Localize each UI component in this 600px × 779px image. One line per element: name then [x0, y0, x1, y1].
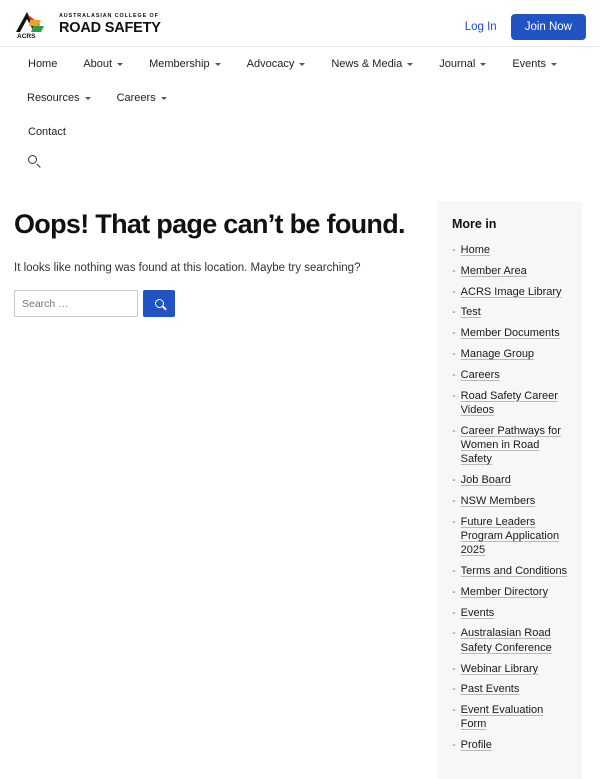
svg-text:ACRS: ACRS: [17, 33, 36, 40]
sidebar-item-past-events[interactable]: Past Events: [460, 683, 520, 696]
bullet-dash-icon: -: [452, 606, 456, 619]
bullet-dash-icon: -: [452, 244, 456, 256]
nav-item-about[interactable]: [70, 47, 136, 81]
list-item: [452, 243, 568, 257]
sidebar-item-test[interactable]: Test: [460, 306, 481, 319]
nav-item-resources[interactable]: [14, 81, 104, 115]
list-item: [452, 305, 568, 319]
nav-label: Home: [28, 58, 58, 70]
logo-line-2: ROAD SAFETY: [59, 19, 161, 36]
chevron-down-icon: [161, 97, 167, 100]
nav-item-events[interactable]: [499, 47, 570, 81]
sidebar-item-profile[interactable]: Profile: [460, 739, 492, 752]
sidebar-item-future-leaders-program[interactable]: Future Leaders Program Application 2025: [460, 515, 560, 557]
sidebar-item-member-documents[interactable]: Member Documents: [460, 327, 560, 340]
list-item: [452, 347, 568, 361]
bullet-dash-icon: -: [452, 494, 456, 507]
join-now-button[interactable]: Join Now: [511, 14, 586, 40]
sidebar-item-nsw-members[interactable]: NSW Members: [460, 494, 536, 507]
bullet-dash-icon: -: [452, 474, 456, 487]
chevron-down-icon: [117, 63, 123, 66]
sidebar-item-home[interactable]: Home: [460, 244, 491, 256]
nav-item-home[interactable]: [14, 47, 70, 81]
bullet-dash-icon: -: [452, 565, 456, 578]
bullet-dash-icon: -: [452, 306, 456, 319]
sidebar-item-job-board[interactable]: Job Board: [460, 474, 511, 487]
bullet-dash-icon: -: [452, 368, 456, 381]
main-column: [14, 187, 414, 317]
nav-item-membership[interactable]: [136, 47, 234, 81]
nav-label: Journal: [439, 58, 476, 70]
nav-row-secondary: [14, 115, 586, 149]
chevron-down-icon: [480, 63, 486, 66]
search-form: [14, 290, 414, 317]
sidebar-item-career-pathways-for-women[interactable]: Career Pathways for Women in Road Safety: [460, 424, 561, 466]
sidebar-item-manage-group[interactable]: Manage Group: [460, 347, 535, 360]
sidebar-item-acrs-image-library[interactable]: ACRS Image Library: [460, 285, 562, 298]
chevron-down-icon: [551, 63, 557, 66]
chevron-down-icon: [407, 63, 413, 66]
nav-search-row: [14, 149, 586, 187]
search-submit-button[interactable]: [143, 290, 175, 317]
primary-navigation: [0, 46, 600, 187]
nav-item-news-media[interactable]: [318, 47, 426, 81]
list-item: [452, 606, 568, 620]
list-item: [452, 424, 568, 467]
list-item: [452, 389, 568, 418]
list-item: [452, 515, 568, 558]
site-header: [0, 0, 600, 46]
sidebar-item-event-evaluation-form[interactable]: Event Evaluation Form: [460, 704, 544, 731]
nav-item-journal[interactable]: [426, 47, 499, 81]
sidebar-item-events[interactable]: Events: [460, 606, 495, 619]
sidebar-item-webinar-library[interactable]: Webinar Library: [460, 662, 539, 675]
sidebar-item-member-directory[interactable]: Member Directory: [460, 585, 549, 598]
list-item: [452, 326, 568, 340]
sidebar-link-list: [452, 243, 568, 753]
sidebar-item-road-safety-career-videos[interactable]: Road Safety Career Videos: [460, 389, 558, 416]
nav-label: Careers: [116, 92, 156, 104]
list-item: [452, 703, 568, 732]
search-icon[interactable]: [28, 155, 41, 168]
list-item: [452, 662, 568, 676]
list-item: [452, 473, 568, 487]
list-item: [452, 738, 568, 752]
list-item: [452, 368, 568, 382]
nav-label: Events: [512, 58, 546, 70]
list-item: [452, 626, 568, 655]
bullet-dash-icon: -: [452, 327, 456, 340]
sidebar-item-terms-and-conditions[interactable]: Terms and Conditions: [460, 565, 568, 578]
login-link[interactable]: Log In: [464, 21, 497, 33]
chevron-down-icon: [299, 63, 305, 66]
bullet-dash-icon: -: [452, 389, 456, 402]
bullet-dash-icon: -: [452, 264, 456, 277]
nav-label: News & Media: [331, 58, 403, 70]
bullet-dash-icon: -: [452, 515, 456, 528]
site-logo[interactable]: [14, 10, 161, 40]
bullet-dash-icon: -: [452, 424, 456, 437]
sidebar: [438, 201, 582, 779]
bullet-dash-icon: -: [452, 627, 456, 640]
logo-wordmark: [59, 14, 161, 36]
nav-label: Contact: [28, 126, 66, 138]
page-title: Oops! That page can’t be found.: [14, 209, 405, 239]
header-actions: [465, 10, 586, 40]
nav-item-careers[interactable]: [104, 81, 180, 115]
bullet-dash-icon: -: [452, 585, 456, 598]
chevron-down-icon: [215, 63, 221, 66]
list-item: [452, 494, 568, 508]
list-item: [452, 285, 568, 299]
nav-label: About: [83, 58, 113, 70]
nav-item-contact[interactable]: [14, 115, 79, 149]
bullet-dash-icon: -: [452, 704, 456, 717]
bullet-dash-icon: -: [452, 739, 456, 752]
sidebar-item-australasian-road-safety-conference[interactable]: Australasian Road Safety Conference: [460, 627, 552, 654]
nav-item-advocacy[interactable]: [234, 47, 319, 81]
sidebar-item-careers[interactable]: Careers: [460, 368, 500, 381]
bullet-dash-icon: -: [452, 347, 456, 360]
list-item: [452, 585, 568, 599]
nav-label: Resources: [27, 92, 80, 104]
list-item: [452, 564, 568, 578]
list-item: [452, 682, 568, 696]
bullet-dash-icon: -: [452, 285, 456, 298]
page-content: [0, 187, 600, 779]
sidebar-item-member-area[interactable]: Member Area: [460, 264, 527, 277]
not-found-message: It looks like nothing was found at this location. Maybe try searching?: [14, 262, 361, 275]
search-input[interactable]: [14, 290, 138, 317]
nav-label: Advocacy: [246, 58, 295, 70]
sidebar-title: More in: [452, 217, 497, 231]
nav-row-primary: [14, 47, 586, 115]
acrs-logo-icon: [14, 10, 52, 40]
bullet-dash-icon: -: [452, 662, 456, 675]
nav-label: Membership: [149, 58, 210, 70]
list-item: [452, 264, 568, 278]
search-icon: [155, 299, 164, 308]
chevron-down-icon: [85, 97, 91, 100]
bullet-dash-icon: -: [452, 683, 456, 696]
logo-line-1: AUSTRALASIAN COLLEGE OF: [59, 13, 159, 20]
